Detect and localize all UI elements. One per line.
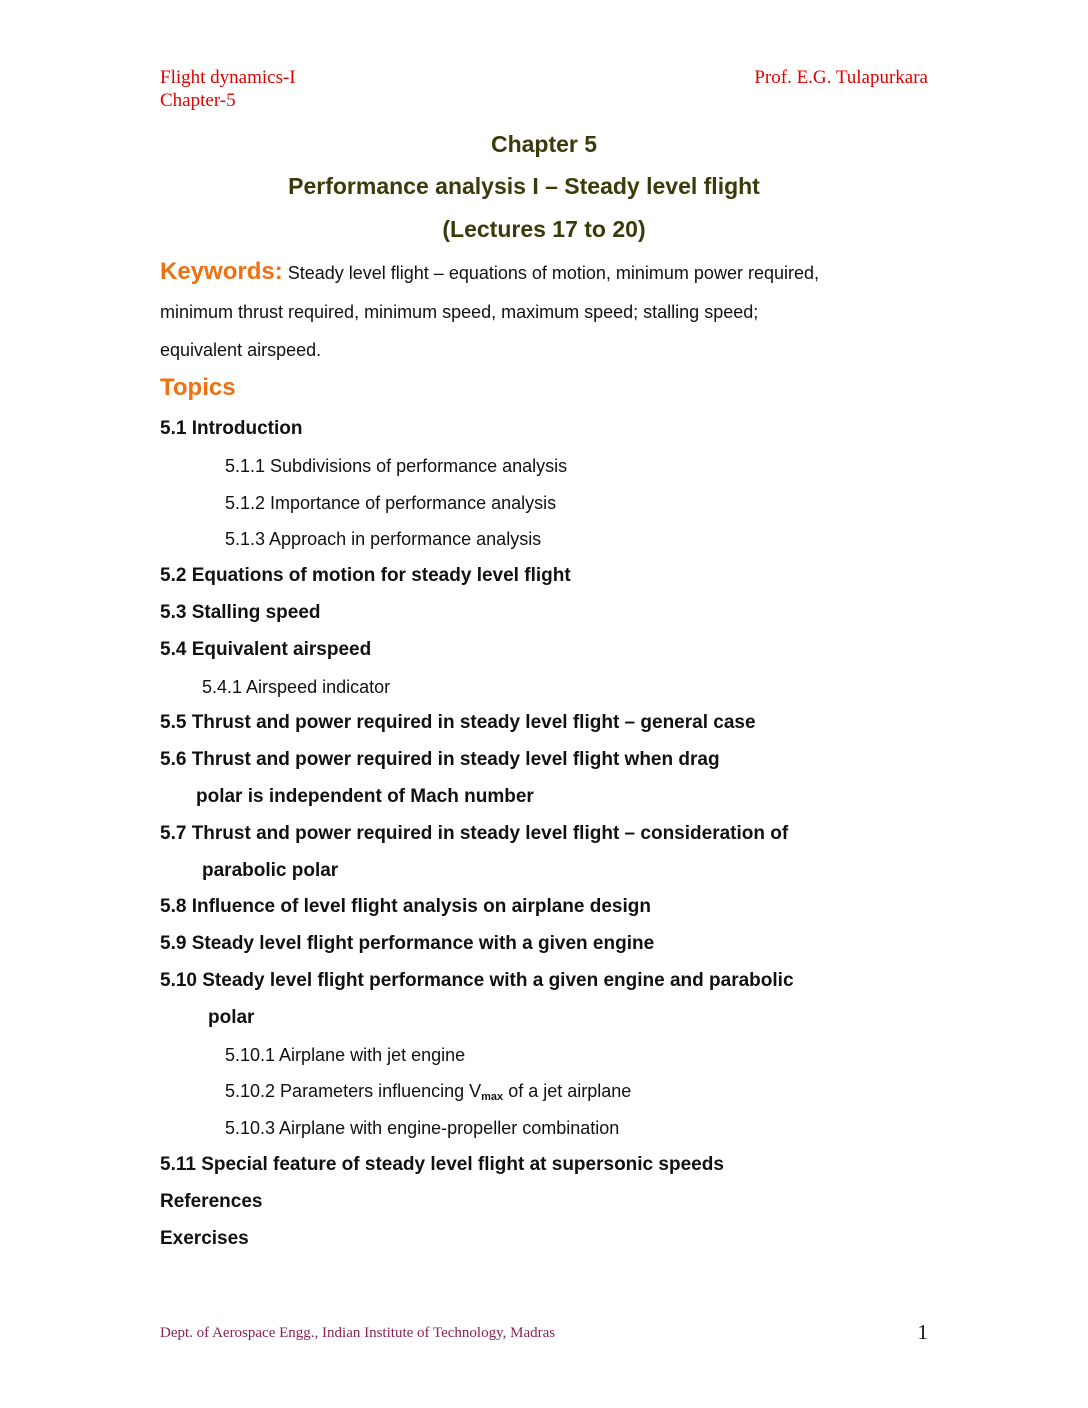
chapter-subject: Performance analysis I – Steady level flight (288, 173, 760, 199)
topic-5-6: 5.6 Thrust and power required in steady level flight when drag (160, 749, 720, 770)
keywords-text-1: Steady level flight – equations of motion, minimum power required, (287, 263, 819, 283)
keywords-line-3: equivalent airspeed. (160, 340, 322, 360)
topic-5-10-cont: polar (208, 1007, 255, 1028)
topic-5-4-1: 5.4.1 Airspeed indicator (202, 677, 391, 697)
topic-references: References (160, 1191, 263, 1212)
chapter-title: Chapter 5 (490, 131, 598, 157)
vmax-subscript: max (481, 1091, 504, 1103)
topic-5-1: 5.1 Introduction (160, 418, 303, 439)
topic-5-8: 5.8 Influence of level flight analysis on airplane design (160, 896, 651, 917)
topic-5-11: 5.11 Special feature of steady level flight at supersonic speeds (160, 1154, 724, 1175)
topic-5-5: 5.5 Thrust and power required in steady level flight – general case (160, 712, 756, 733)
topic-5-10-2-post: of a jet airplane (503, 1081, 632, 1101)
topic-5-2: 5.2 Equations of motion for steady level flight (160, 565, 571, 586)
header-author: Prof. E.G. Tulapurkara (754, 67, 928, 88)
topic-5-3: 5.3 Stalling speed (160, 602, 321, 623)
topic-5-10: 5.10 Steady level flight performance with a given engine and parabolic (160, 970, 794, 991)
keywords-label: Keywords: (160, 258, 283, 285)
header-course: Flight dynamics-I (160, 67, 296, 88)
header-chapter: Chapter-5 (160, 90, 236, 111)
topic-5-10-3: 5.10.3 Airplane with engine-propeller combination (225, 1118, 620, 1138)
topic-5-4: 5.4 Equivalent airspeed (160, 639, 372, 660)
page-number: 1 (917, 1320, 928, 1344)
chapter-lectures: (Lectures 17 to 20) (442, 216, 646, 242)
topic-5-9: 5.9 Steady level flight performance with a given engine (160, 933, 655, 954)
topic-5-10-1: 5.10.1 Airplane with jet engine (225, 1045, 466, 1065)
topic-5-7: 5.7 Thrust and power required in steady level flight – consideration of (160, 823, 789, 844)
topic-5-6-cont: polar is independent of Mach number (196, 786, 534, 807)
topic-5-1-3: 5.1.3 Approach in performance analysis (225, 529, 542, 549)
topic-exercises: Exercises (160, 1228, 249, 1249)
keywords-line-2: minimum thrust required, minimum speed, maximum speed; stalling speed; (160, 302, 759, 322)
topic-5-10-2 (225, 1079, 631, 1109)
topics-heading: Topics (160, 374, 236, 401)
topic-5-7-cont: parabolic polar (202, 860, 339, 881)
footer-institution: Dept. of Aerospace Engg., Indian Institute of Technology, Madras (160, 1325, 556, 1341)
topic-5-1-2: 5.1.2 Importance of performance analysis (225, 493, 557, 513)
keywords-line-1 (160, 260, 819, 285)
topic-5-1-1: 5.1.1 Subdivisions of performance analysis (225, 456, 568, 476)
topic-5-10-2-pre: 5.10.2 Parameters influencing V (225, 1081, 482, 1101)
